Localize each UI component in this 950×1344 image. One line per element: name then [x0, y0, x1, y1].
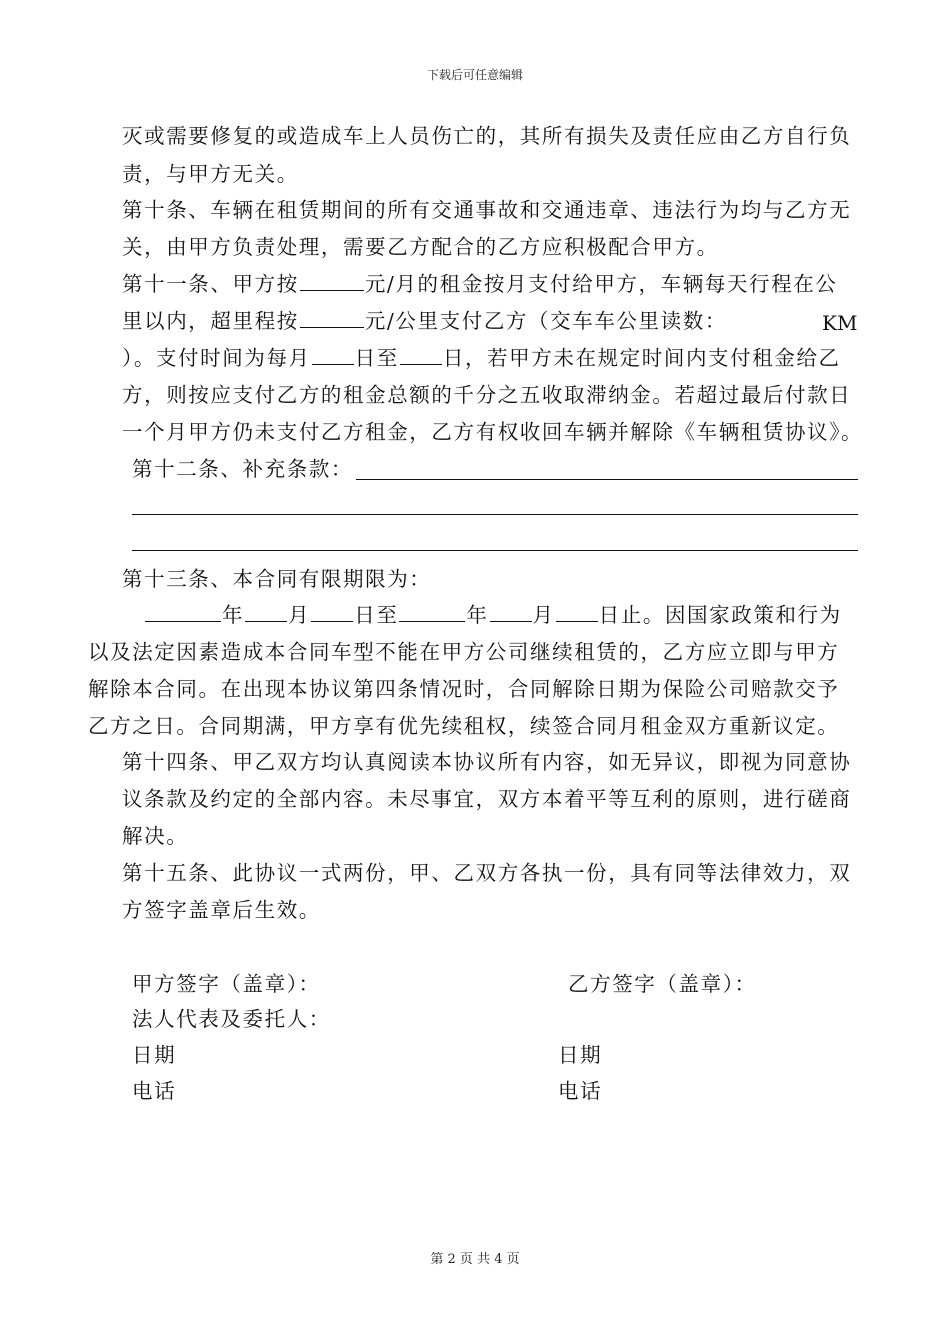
- supplement-blank-2: [132, 514, 858, 515]
- party-b-date: 日期: [558, 1043, 603, 1067]
- line-4: 关，由甲方负责处理，需要乙方配合的乙方应积极配合甲方。: [122, 235, 719, 259]
- start-day-blank: [311, 601, 353, 622]
- clause-11: [122, 270, 837, 298]
- clause-15: 第十五条、此协议一式两份，甲、乙双方各执一份，具有同等法律效力，双: [122, 861, 852, 885]
- party-b-signature: 乙方签字（盖章）：: [568, 972, 757, 996]
- clause-11-text-a: 第十一条、甲方按: [122, 272, 299, 296]
- line-7-text-b: 日至: [354, 346, 399, 370]
- month-label-2: 月: [532, 603, 555, 627]
- line-20: 方签字盖章后生效。: [122, 898, 321, 922]
- contract-period: [144, 601, 842, 629]
- clause-14: 第十四条、甲乙双方均认真阅读本协议所有内容，如无异议，即视为同意协: [122, 750, 852, 774]
- year-label-2: 年: [466, 603, 489, 627]
- line-13: 以及法定因素造成本合同车型不能在甲方公司继续租赁的，乙方应立即与甲方: [88, 640, 840, 664]
- party-a-signature: 甲方签字（盖章）：: [132, 972, 321, 996]
- end-year-blank: [399, 601, 465, 622]
- start-month-blank: [245, 601, 287, 622]
- line-1: 灭或需要修复的或造成车上人员伤亡的，其所有损失及责任应由乙方自行负: [122, 124, 852, 148]
- line-2: 责，与甲方无关。: [122, 162, 299, 186]
- clause-11-text-b: 元/月的租金按月支付给甲方，车辆每天行程在公: [364, 272, 838, 296]
- line-6-text-b: 元/公里支付乙方（交车车公里读数：: [364, 309, 727, 333]
- km-unit: KM: [822, 311, 858, 335]
- line-9: 一个月甲方仍未支付乙方租金，乙方有权收回车辆并解除《车辆租赁协议》。: [122, 420, 864, 444]
- start-year-blank: [145, 601, 221, 622]
- party-b-phone: 电话: [558, 1079, 603, 1103]
- line-18: 解决。: [122, 824, 189, 848]
- pay-day-start-blank: [312, 344, 354, 365]
- page-footer: 第 2 页 共 4 页: [430, 1252, 520, 1267]
- clause-13: 第十三条、本合同有限期限为：: [122, 567, 432, 591]
- pay-day-end-blank: [400, 344, 442, 365]
- legal-representative: 法人代表及委托人：: [132, 1007, 331, 1031]
- line-8: 方，则按应支付乙方的租金总额的千分之五收取滞纳金。若超过最后付款日: [122, 383, 852, 407]
- day-label-1: 日至: [354, 603, 399, 627]
- line-7-text-a: ）。支付时间为每月: [122, 346, 311, 370]
- line-15: 乙方之日。合同期满，甲方享有优先续租权，续签合同月租金双方重新议定。: [88, 714, 840, 738]
- supplement-blank-1: [356, 479, 858, 480]
- page-header: 下载后可任意编辑: [426, 68, 523, 82]
- line-7: [122, 344, 841, 372]
- end-month-blank: [490, 601, 532, 622]
- line-14: 解除本合同。在出现本协议第四条情况时，合同解除日期为保险公司赔款交予: [88, 677, 840, 701]
- year-label-1: 年: [222, 603, 245, 627]
- line-7-text-c: 日，若甲方未在规定时间内支付租金给乙: [442, 346, 841, 370]
- line-17: 议条款及约定的全部内容。未尽事宜，双方本着平等互利的原则，进行磋商: [122, 787, 852, 811]
- clause-10: 第十条、车辆在租赁期间的所有交通事故和交通违章、违法行为均与乙方无: [122, 198, 852, 222]
- month-label-1: 月: [288, 603, 311, 627]
- rent-amount-blank: [300, 270, 364, 291]
- period-text: 日止。因国家政策和行为: [598, 603, 842, 627]
- party-a-date: 日期: [132, 1043, 177, 1067]
- clause-12: 第十二条、补充条款：: [132, 457, 353, 481]
- party-a-phone: 电话: [132, 1079, 177, 1103]
- line-6: [122, 307, 727, 335]
- mileage-rate-blank: [300, 307, 364, 328]
- line-6-text-a: 里以内，超里程按: [122, 309, 299, 333]
- end-day-blank: [556, 601, 598, 622]
- supplement-blank-3: [132, 550, 858, 551]
